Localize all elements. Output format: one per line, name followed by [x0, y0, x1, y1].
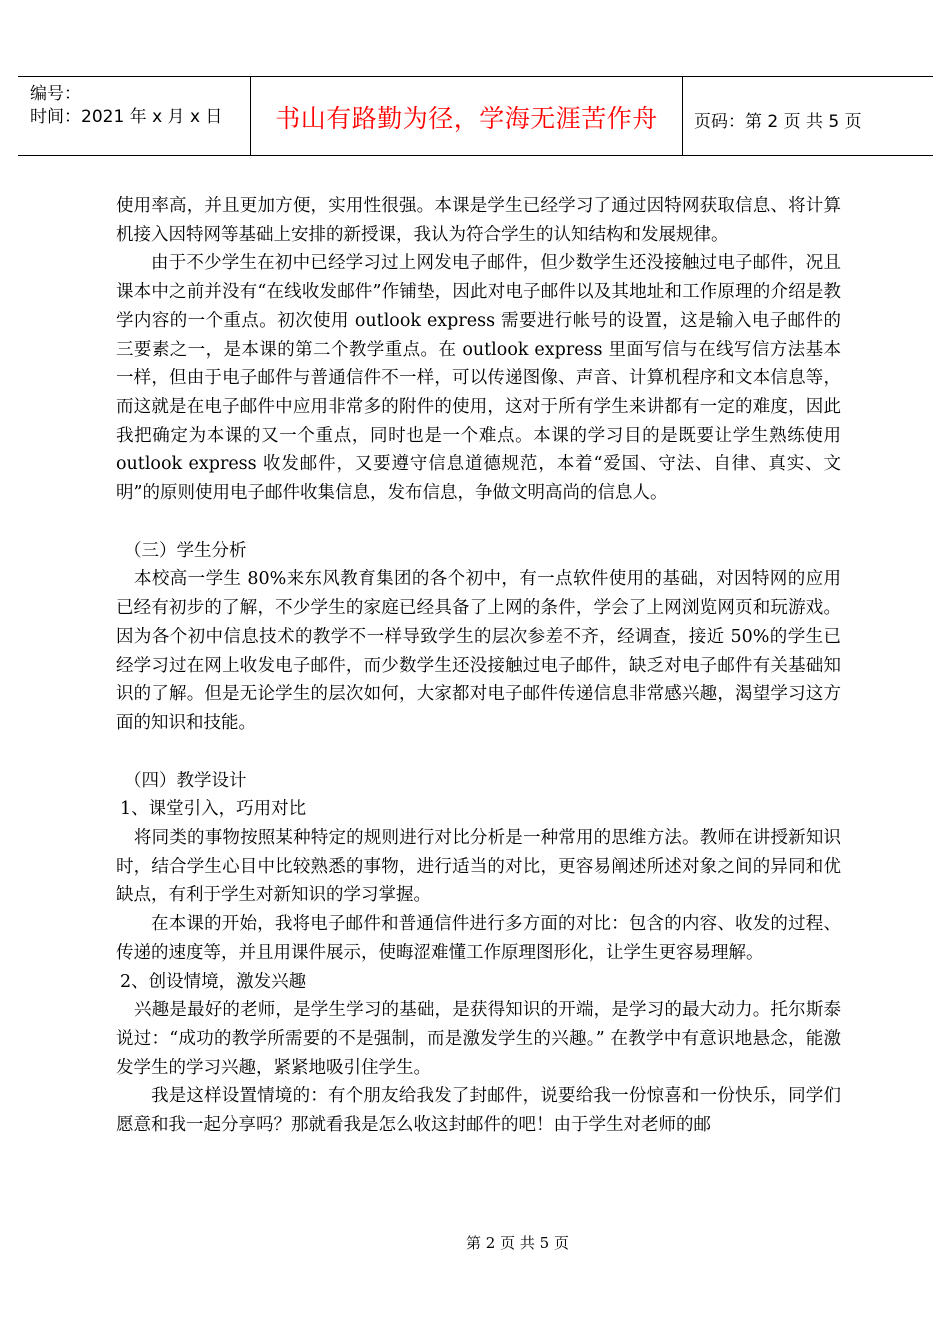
page-footer: 第 2 页 共 5 页	[466, 1234, 569, 1252]
header-meta	[30, 83, 222, 129]
section-heading: （三）学生分析	[124, 540, 247, 561]
subsection-heading: 1、课堂引入，巧用对比	[120, 799, 307, 820]
spacer	[116, 738, 841, 767]
paragraph: 将同类的事物按照某种特定的规则进行对比分析是一种常用的思维方法。教师在讲授新知识时，结合学生心目中比较熟悉的事物，进行适当的对比，更容易阐述所述对象之间的异同和优缺点，有利于学生对新知识的学习掌握。	[116, 828, 841, 906]
paragraph: 由于不少学生在初中已经学习过上网发电子邮件，但少数学生还没接触过电子邮件，况且课本中之前并没有“在线收发邮件”作铺垫，因此对电子邮件以及其地址和工作原理的介绍是教学内容的一个重点。初次使用 outlook express 需要进行帐号的设置，这是输入电子邮件的三要素之一，是本课的第二个教学重点。在 outlook express 里面写信与在线写信方法基本一样，但由于电子邮件与普通信件不一样，可以传递图像、声音、计算机程序和文本信息等，而这就是在电子邮件中应用非常多的附件的使用，这对于所有学生来讲都有一定的难度，因此我把确定为本课的又一个重点，同时也是一个难点。本课的学习目的是既要让学生熟练使用 outlook express 收发邮件，又要遵守信息道德规范，本着“爱国、守法、自律、真实、文明”的原则使用电子邮件收集信息，发布信息，争做文明高尚的信息人。	[116, 253, 841, 504]
page-header	[18, 76, 933, 156]
spacer	[116, 508, 841, 537]
number-label: 编号：	[30, 84, 81, 104]
section-heading: （四）教学设计	[124, 770, 247, 791]
paragraph: 本校高一学生 80%来东风教育集团的各个初中，有一点软件使用的基础，对因特网的应用已经有初步的了解，不少学生的家庭已经具备了上网的条件，学会了上网浏览网页和玩游戏。因为各个初中信息技术的教学不一样导致学生的层次参差不齐，经调查，接近 50%的学生已经学习过在网上收发电子邮件，而少数学生还没接触过电子邮件，缺乏对电子邮件有关基础知识的了解。但是无论学生的层次如何，大家都对电子邮件传递信息非常感兴趣，渴望学习这方面的知识和技能。	[116, 569, 841, 733]
paragraph: 在本课的开始，我将电子邮件和普通信件进行多方面的对比：包含的内容、收发的过程、传递的速度等，并且用课件展示，使晦涩难懂工作原理图形化，让学生更容易理解。	[116, 914, 841, 963]
time-label: 时间：2021 年 x 月 x 日	[30, 107, 223, 127]
paragraph: 使用率高，并且更加方便，实用性很强。本课是学生已经学习了通过因特网获取信息、将计算机接入因特网等基础上安排的新授课，我认为符合学生的认知结构和发展规律。	[116, 196, 841, 245]
header-divider	[682, 77, 683, 156]
paragraph: 兴趣是最好的老师，是学生学习的基础，是获得知识的开端，是学习的最大动力。托尔斯泰说过：“成功的教学所需要的不是强制，而是激发学生的兴趣。” 在教学中有意识地悬念，能激发学生的学习兴趣，紧紧地吸引住学生。	[116, 1000, 841, 1078]
paragraph: 我是这样设置情境的：有个朋友给我发了封邮件，说要给我一份惊喜和一份快乐，同学们愿意和我一起分享吗？那就看我是怎么收这封邮件的吧！由于学生对老师的邮	[116, 1086, 841, 1136]
header-page-number: 页码：第 2 页 共 5 页	[694, 112, 862, 132]
header-motto: 书山有路勤为径，学海无涯苦作舟	[275, 104, 658, 133]
document-body	[116, 192, 841, 1140]
subsection-heading: 2、创设情境，激发兴趣	[120, 971, 307, 992]
